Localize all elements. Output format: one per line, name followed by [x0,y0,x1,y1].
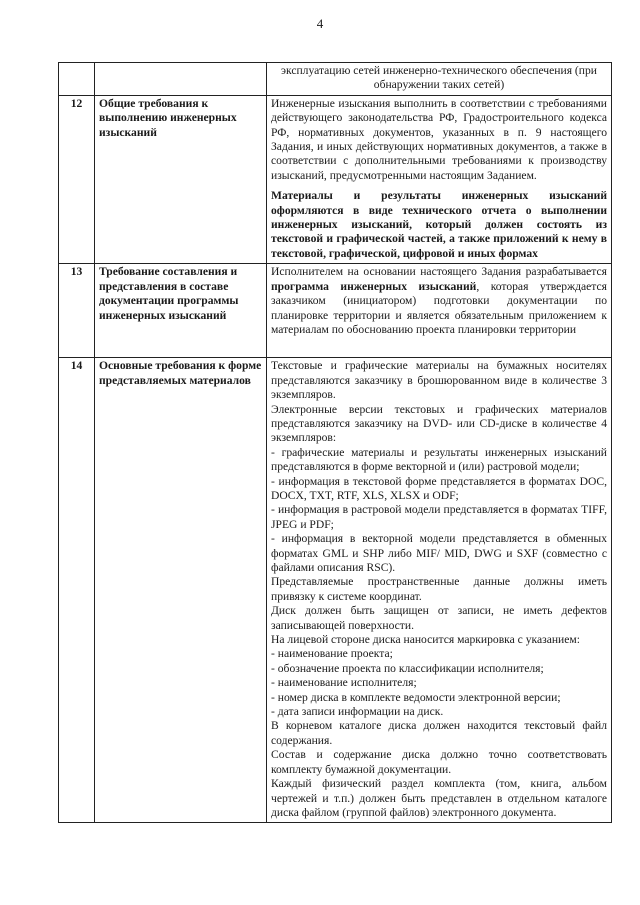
text-part: Исполнителем на основании настоящего Задания разрабатывается [271,265,607,279]
continuation-text: эксплуатацию сетей инженерно-технического обеспечения (при обнаружении таких сетей) [281,64,597,92]
list-line: - информация в текстовой форме представляется в форматах DOC, DOCX, TXT, RTF, XLS, XLSX и ODF; [271,474,607,502]
text-part: , которая утверждается заказчиком (инициатором) подготовки документации по планировке территории и является обязательным приложением к материалам по обоснованию проекта планировки территории [271,279,607,336]
table-row [59,95,612,263]
table-row [59,264,612,358]
list-line: - номер диска в комплекте ведомости электронной версии; [271,690,561,704]
list-line: Представляемые пространственные данные должны иметь привязку к системе координат. [271,575,607,603]
row-text-cell [267,63,612,96]
list-line: - наименование исполнителя; [271,676,417,690]
list-line: - информация в растровой модели представляется в форматах TIFF, JPEG и PDF; [271,503,607,531]
list-line: В корневом каталоге диска должен находится текстовый файл содержания. [271,719,607,747]
program-term: программа инженерных изысканий [271,279,477,293]
requirements-table [58,62,612,823]
paragraph [271,265,607,337]
list-line: - информация в векторной модели представляется в обменных форматах GML и SHP либо MIF/ MID, DWG и SXF (совместно с файлами описания RSC). [271,532,607,574]
row-title-cell: Основные требования к форме представляемых материалов [95,358,267,823]
paragraph-bold: Материалы и результаты инженерных изысканий оформляются в виде технического отчета о выполнении инженерных изысканий, который должен состоять из текстовой и графической частей, а также приложений к нему в текстовой, графической, цифровой и иных формах [271,189,607,260]
list-line: На лицевой стороне диска наносится маркировка с указанием: [271,633,580,647]
list-line: Каждый физический раздел комплекта (том, книга, альбом чертежей и т.п.) должен быть представлен в отдельном каталоге диска файлом (группой файлов) электронного документа. [271,777,607,819]
table-row [59,63,612,96]
list-line: Текстовые и графические материалы на бумажных носителях представляются заказчику в брошюрованном виде в количестве 3 экземпляров. [271,359,607,402]
list-line: Диск должен быть защищен от записи, не иметь дефектов записывающей поверхности. [271,604,607,632]
list-line: - обозначение проекта по классификации исполнителя; [271,661,544,675]
row-number-cell: 14 [59,358,95,823]
row-text-cell [267,95,612,263]
row-text-cell [267,358,612,823]
row-text-cell [267,264,612,358]
list-line: - графические материалы и результаты инженерных изысканий представляются в форме векторной и (или) растровой модели; [271,445,607,474]
row-number-cell: 13 [59,264,95,358]
list-line: Электронные версии текстовых и графических материалов представляются заказчику на DVD- или CD-диске в количестве 4 экземпляров: [271,402,607,445]
page-number: 4 [316,16,324,31]
list-line: - наименование проекта; [271,647,393,661]
row-number-cell: 12 [59,95,95,263]
row-title-cell: Требование составления и представления в составе документации программы инженерных изысканий [95,264,267,358]
list-line: Состав и содержание диска должно точно соответствовать комплекту бумажной документации. [271,748,607,776]
row-number-cell [59,63,95,96]
paragraph: Инженерные изыскания выполнить в соответствии с требованиями действующего законодательства РФ, Градостроительного кодекса РФ, нормативных документов, указанных в п. 9 настоящего Задания, и иных действующих нормативных документов, а также в соответствии с дополнительными требованиями к производству изысканий, предусмотренными настоящим Заданием. [271,96,607,182]
row-title-cell [95,63,267,96]
list-line: - дата записи информации на диск. [271,705,444,719]
row-title-cell: Общие требования к выполнению инженерных изысканий [95,95,267,263]
table-row [59,358,612,823]
